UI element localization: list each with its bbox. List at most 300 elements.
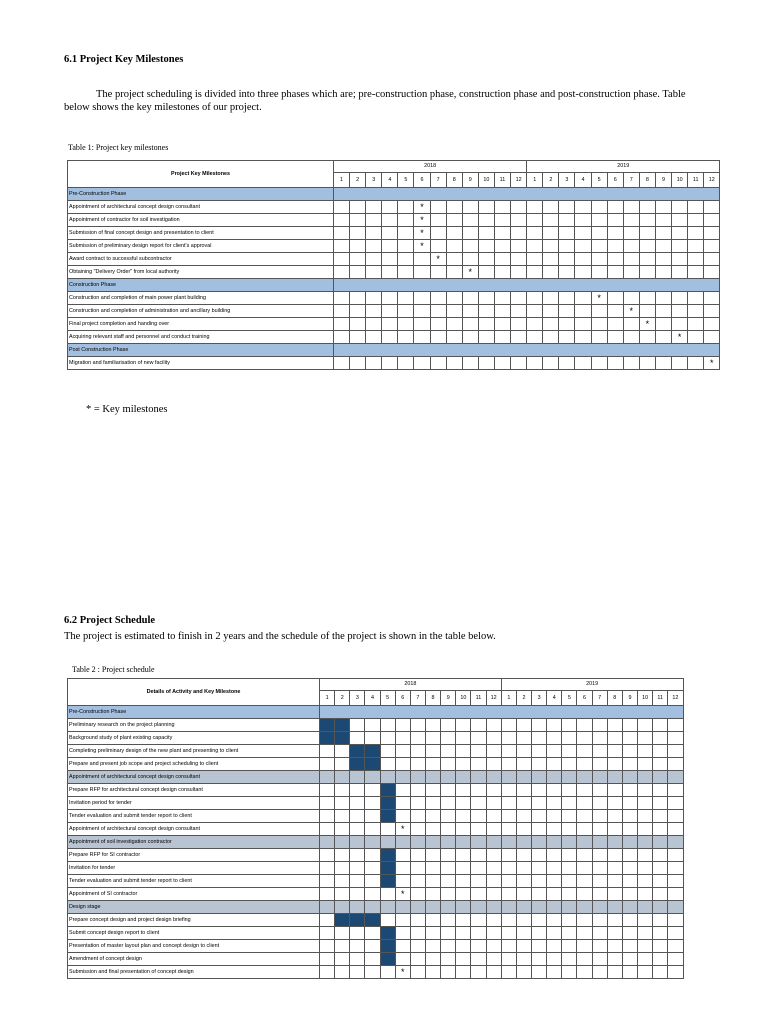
schedule-cell — [486, 810, 501, 823]
schedule-cell — [562, 784, 577, 797]
schedule-cell — [430, 201, 446, 214]
schedule-cell — [456, 836, 471, 849]
schedule-cell — [395, 914, 410, 927]
schedule-cell — [622, 784, 637, 797]
schedule-cell — [527, 266, 543, 279]
phase-label: Pre-Construction Phase — [68, 188, 334, 201]
schedule-cell — [638, 719, 653, 732]
schedule-cell — [425, 953, 440, 966]
schedule-cell — [516, 888, 531, 901]
schedule-cell — [592, 940, 607, 953]
schedule-cell — [607, 849, 622, 862]
schedule-cell — [655, 305, 671, 318]
table-row — [68, 797, 684, 810]
schedule-cell — [486, 953, 501, 966]
schedule-cell — [547, 758, 562, 771]
schedule-cell — [592, 771, 607, 784]
schedule-cell — [410, 784, 425, 797]
schedule-cell — [441, 771, 456, 784]
schedule-cell — [365, 849, 380, 862]
phase-row — [68, 771, 684, 784]
month-label: 5 — [398, 172, 414, 187]
schedule-cell — [446, 214, 462, 227]
schedule-cell — [577, 823, 592, 836]
schedule-cell — [501, 758, 516, 771]
schedule-cell — [398, 357, 414, 370]
schedule-cell — [653, 719, 668, 732]
schedule-cell — [607, 797, 622, 810]
schedule-cell — [425, 771, 440, 784]
gantt-bar-cell — [335, 914, 350, 927]
schedule-cell — [350, 953, 365, 966]
schedule-cell — [638, 966, 653, 979]
schedule-cell — [559, 253, 575, 266]
activity-label: Submission of final concept design and presentation to client — [68, 227, 334, 240]
table-row — [68, 888, 684, 901]
schedule-cell — [335, 940, 350, 953]
schedule-cell — [425, 862, 440, 875]
schedule-cell — [527, 305, 543, 318]
schedule-cell — [511, 227, 527, 240]
schedule-cell — [668, 927, 683, 940]
schedule-cell — [456, 966, 471, 979]
schedule-cell — [501, 940, 516, 953]
schedule-cell — [639, 253, 655, 266]
table-row — [68, 966, 684, 979]
section-1-heading: 6.1 Project Key Milestones — [64, 54, 184, 65]
schedule-cell — [622, 927, 637, 940]
schedule-cell — [575, 227, 591, 240]
schedule-cell — [462, 253, 478, 266]
schedule-cell — [607, 927, 622, 940]
schedule-cell — [516, 784, 531, 797]
schedule-cell — [398, 227, 414, 240]
schedule-cell — [486, 940, 501, 953]
month-label: 1 — [334, 172, 350, 187]
schedule-cell — [410, 875, 425, 888]
schedule-cell — [410, 901, 425, 914]
schedule-cell — [562, 758, 577, 771]
schedule-cell — [655, 240, 671, 253]
schedule-cell — [704, 201, 720, 214]
schedule-cell — [382, 201, 398, 214]
schedule-cell — [350, 201, 366, 214]
schedule-cell — [592, 927, 607, 940]
month-label: 4 — [547, 690, 562, 705]
phase-band — [334, 344, 720, 357]
schedule-cell — [547, 810, 562, 823]
schedule-cell — [335, 797, 350, 810]
month-label: 11 — [653, 690, 668, 705]
schedule-cell — [639, 240, 655, 253]
schedule-cell — [382, 227, 398, 240]
gantt-bar-cell — [320, 719, 335, 732]
schedule-cell — [532, 875, 547, 888]
schedule-cell — [462, 201, 478, 214]
schedule-cell — [607, 784, 622, 797]
schedule-cell — [668, 836, 683, 849]
schedule-cell — [462, 331, 478, 344]
schedule-cell — [592, 901, 607, 914]
schedule-cell — [410, 888, 425, 901]
schedule-cell — [350, 240, 366, 253]
schedule-cell — [575, 253, 591, 266]
activity-label: Background study of plant existing capacity — [68, 732, 320, 745]
schedule-cell — [704, 331, 720, 344]
schedule-cell — [414, 331, 430, 344]
month-label: 3 — [532, 690, 547, 705]
schedule-cell — [527, 227, 543, 240]
schedule-cell — [425, 810, 440, 823]
schedule-cell — [655, 292, 671, 305]
schedule-cell — [441, 966, 456, 979]
milestone-marker: * — [395, 888, 410, 901]
schedule-cell — [395, 875, 410, 888]
gantt-bar-cell — [380, 849, 395, 862]
schedule-cell — [655, 318, 671, 331]
month-label: 11 — [494, 172, 510, 187]
schedule-cell — [446, 240, 462, 253]
schedule-cell — [562, 875, 577, 888]
schedule-cell — [575, 214, 591, 227]
schedule-cell — [655, 357, 671, 370]
schedule-cell — [350, 331, 366, 344]
schedule-cell — [486, 745, 501, 758]
schedule-cell — [320, 745, 335, 758]
month-label: 4 — [382, 172, 398, 187]
schedule-cell — [532, 849, 547, 862]
schedule-cell — [395, 836, 410, 849]
schedule-cell — [334, 331, 350, 344]
schedule-cell — [607, 227, 623, 240]
schedule-cell — [527, 240, 543, 253]
schedule-cell — [668, 810, 683, 823]
schedule-cell — [335, 862, 350, 875]
schedule-cell — [672, 318, 688, 331]
schedule-cell — [462, 227, 478, 240]
schedule-cell — [623, 240, 639, 253]
activity-label: Final project completion and handing over — [68, 318, 334, 331]
month-label: 5 — [591, 172, 607, 187]
schedule-cell — [350, 966, 365, 979]
month-label: 1 — [320, 690, 335, 705]
schedule-cell — [638, 810, 653, 823]
schedule-cell — [410, 940, 425, 953]
schedule-cell — [638, 862, 653, 875]
schedule-cell — [688, 357, 704, 370]
schedule-cell — [562, 732, 577, 745]
schedule-cell — [334, 227, 350, 240]
schedule-cell — [607, 901, 622, 914]
schedule-cell — [441, 849, 456, 862]
schedule-cell — [562, 953, 577, 966]
schedule-cell — [430, 305, 446, 318]
schedule-cell — [607, 266, 623, 279]
schedule-cell — [365, 888, 380, 901]
schedule-cell — [623, 201, 639, 214]
schedule-cell — [501, 719, 516, 732]
schedule-cell — [511, 201, 527, 214]
activity-label: Prepare and present job scope and project scheduling to client — [68, 758, 320, 771]
schedule-cell — [395, 784, 410, 797]
schedule-cell — [511, 292, 527, 305]
schedule-cell — [607, 201, 623, 214]
schedule-cell — [335, 927, 350, 940]
gantt-bar-cell — [365, 745, 380, 758]
schedule-cell — [672, 253, 688, 266]
schedule-cell — [320, 862, 335, 875]
schedule-cell — [398, 214, 414, 227]
milestone-marker: * — [704, 357, 720, 370]
schedule-cell — [441, 953, 456, 966]
schedule-cell — [607, 292, 623, 305]
schedule-cell — [559, 292, 575, 305]
schedule-cell — [414, 357, 430, 370]
gantt-bar-cell — [380, 784, 395, 797]
year-label: 2018 — [320, 679, 502, 691]
schedule-cell — [592, 797, 607, 810]
schedule-cell — [672, 214, 688, 227]
schedule-cell — [559, 357, 575, 370]
schedule-cell — [425, 784, 440, 797]
schedule-cell — [456, 849, 471, 862]
schedule-cell — [334, 253, 350, 266]
schedule-cell — [441, 823, 456, 836]
schedule-cell — [486, 901, 501, 914]
schedule-cell — [486, 888, 501, 901]
schedule-cell — [562, 810, 577, 823]
schedule-cell — [471, 745, 486, 758]
schedule-cell — [527, 201, 543, 214]
schedule-cell — [639, 305, 655, 318]
schedule-cell — [527, 357, 543, 370]
schedule-cell — [441, 862, 456, 875]
table-row — [68, 784, 684, 797]
schedule-cell — [547, 836, 562, 849]
schedule-cell — [543, 266, 559, 279]
schedule-cell — [607, 940, 622, 953]
phase-row — [68, 344, 720, 357]
month-label: 10 — [638, 690, 653, 705]
table-row — [68, 862, 684, 875]
schedule-cell — [494, 305, 510, 318]
table-row — [68, 292, 720, 305]
schedule-cell — [516, 875, 531, 888]
schedule-cell — [511, 318, 527, 331]
schedule-cell — [639, 227, 655, 240]
schedule-cell — [575, 305, 591, 318]
schedule-cell — [430, 227, 446, 240]
schedule-cell — [365, 875, 380, 888]
month-label: 6 — [607, 172, 623, 187]
schedule-cell — [592, 888, 607, 901]
schedule-cell — [380, 771, 395, 784]
schedule-cell — [638, 771, 653, 784]
schedule-cell — [335, 966, 350, 979]
schedule-cell — [494, 253, 510, 266]
schedule-cell — [320, 758, 335, 771]
schedule-cell — [655, 214, 671, 227]
schedule-cell — [441, 940, 456, 953]
schedule-cell — [382, 318, 398, 331]
year-label: 2019 — [501, 679, 683, 691]
schedule-cell — [398, 266, 414, 279]
schedule-cell — [532, 862, 547, 875]
schedule-cell — [547, 927, 562, 940]
schedule-cell — [350, 253, 366, 266]
schedule-cell — [486, 862, 501, 875]
schedule-cell — [622, 953, 637, 966]
schedule-cell — [446, 318, 462, 331]
schedule-cell — [668, 940, 683, 953]
milestone-legend: * = Key milestones — [86, 404, 168, 415]
schedule-cell — [365, 797, 380, 810]
schedule-cell — [365, 940, 380, 953]
schedule-cell — [425, 719, 440, 732]
gantt-bar-cell — [380, 927, 395, 940]
schedule-cell — [688, 214, 704, 227]
schedule-cell — [543, 240, 559, 253]
month-label: 4 — [365, 690, 380, 705]
schedule-cell — [622, 836, 637, 849]
schedule-cell — [577, 966, 592, 979]
schedule-cell — [516, 953, 531, 966]
schedule-cell — [334, 266, 350, 279]
schedule-cell — [350, 823, 365, 836]
schedule-cell — [478, 227, 494, 240]
schedule-cell — [441, 901, 456, 914]
schedule-cell — [543, 227, 559, 240]
schedule-cell — [516, 810, 531, 823]
schedule-cell — [494, 214, 510, 227]
schedule-cell — [623, 357, 639, 370]
schedule-cell — [501, 966, 516, 979]
schedule-cell — [501, 914, 516, 927]
month-label: 10 — [478, 172, 494, 187]
schedule-cell — [334, 292, 350, 305]
schedule-cell — [320, 771, 335, 784]
schedule-cell — [607, 240, 623, 253]
schedule-cell — [547, 732, 562, 745]
schedule-cell — [365, 719, 380, 732]
schedule-cell — [516, 719, 531, 732]
activity-label: Completing preliminary design of the new plant and presenting to client — [68, 745, 320, 758]
schedule-cell — [575, 292, 591, 305]
activity-label: Construction and completion of main power plant building — [68, 292, 334, 305]
schedule-cell — [471, 888, 486, 901]
schedule-cell — [335, 953, 350, 966]
schedule-cell — [425, 745, 440, 758]
phase-row — [68, 188, 720, 201]
schedule-cell — [486, 719, 501, 732]
schedule-cell — [592, 745, 607, 758]
schedule-cell — [494, 292, 510, 305]
schedule-cell — [456, 810, 471, 823]
schedule-cell — [335, 784, 350, 797]
schedule-cell — [366, 227, 382, 240]
schedule-cell — [575, 240, 591, 253]
schedule-cell — [486, 771, 501, 784]
activity-label: Submission of preliminary design report for client's approval — [68, 240, 334, 253]
schedule-cell — [441, 927, 456, 940]
schedule-cell — [334, 357, 350, 370]
table-row — [68, 849, 684, 862]
schedule-cell — [425, 901, 440, 914]
schedule-cell — [622, 758, 637, 771]
table-row — [68, 927, 684, 940]
schedule-cell — [486, 732, 501, 745]
gantt-bar-cell — [380, 797, 395, 810]
schedule-cell — [320, 914, 335, 927]
schedule-cell — [395, 953, 410, 966]
schedule-cell — [365, 953, 380, 966]
schedule-cell — [441, 836, 456, 849]
schedule-cell — [607, 862, 622, 875]
schedule-cell — [591, 331, 607, 344]
schedule-cell — [398, 318, 414, 331]
schedule-cell — [592, 758, 607, 771]
schedule-cell — [410, 745, 425, 758]
schedule-cell — [532, 836, 547, 849]
table-row — [68, 201, 720, 214]
schedule-cell — [494, 318, 510, 331]
month-label: 4 — [575, 172, 591, 187]
schedule-cell — [395, 927, 410, 940]
schedule-cell — [623, 292, 639, 305]
schedule-cell — [607, 914, 622, 927]
phase-label: Post Construction Phase — [68, 344, 334, 357]
schedule-cell — [365, 732, 380, 745]
schedule-cell — [638, 927, 653, 940]
schedule-cell — [704, 318, 720, 331]
schedule-cell — [425, 966, 440, 979]
schedule-cell — [623, 331, 639, 344]
schedule-cell — [547, 901, 562, 914]
schedule-cell — [562, 888, 577, 901]
schedule-cell — [410, 771, 425, 784]
schedule-cell — [668, 745, 683, 758]
schedule-cell — [398, 201, 414, 214]
schedule-cell — [592, 849, 607, 862]
schedule-cell — [335, 836, 350, 849]
schedule-cell — [471, 914, 486, 927]
schedule-cell — [543, 331, 559, 344]
schedule-cell — [562, 771, 577, 784]
schedule-cell — [622, 719, 637, 732]
schedule-cell — [382, 331, 398, 344]
schedule-cell — [380, 888, 395, 901]
schedule-cell — [366, 266, 382, 279]
schedule-cell — [410, 927, 425, 940]
schedule-cell — [511, 214, 527, 227]
milestone-marker: * — [414, 201, 430, 214]
schedule-cell — [334, 201, 350, 214]
schedule-cell — [398, 305, 414, 318]
schedule-cell — [501, 927, 516, 940]
schedule-cell — [334, 214, 350, 227]
schedule-cell — [425, 927, 440, 940]
schedule-cell — [622, 901, 637, 914]
activity-label: Prepare concept design and project design briefing — [68, 914, 320, 927]
month-label: 6 — [577, 690, 592, 705]
schedule-cell — [653, 732, 668, 745]
schedule-cell — [471, 758, 486, 771]
schedule-cell — [562, 966, 577, 979]
schedule-cell — [653, 849, 668, 862]
schedule-cell — [516, 849, 531, 862]
gantt-bar-cell — [380, 953, 395, 966]
schedule-cell — [478, 266, 494, 279]
